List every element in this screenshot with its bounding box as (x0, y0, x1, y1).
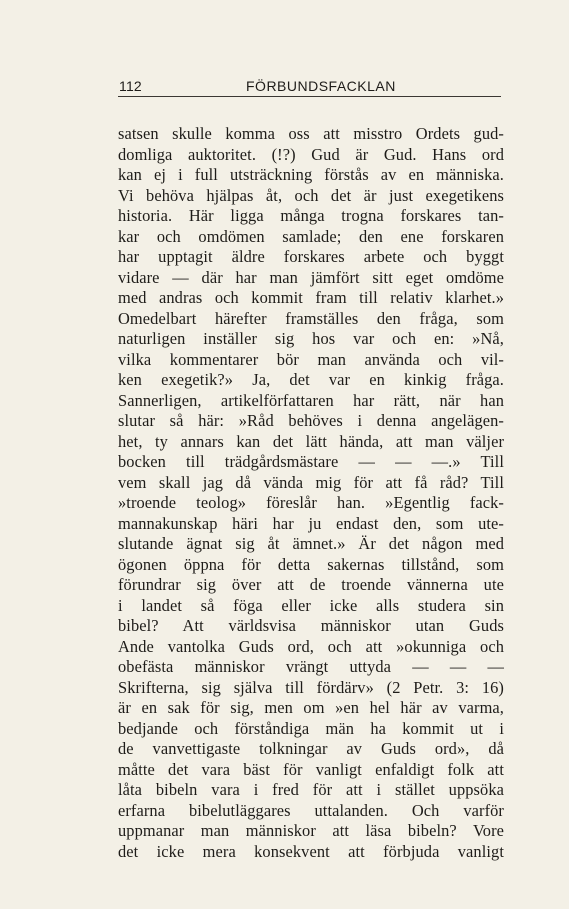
text-line: vem skall jag då vända mig för att få råd? Till (118, 472, 504, 492)
text-line: i landet så föga eller icke alls studera sin (118, 595, 504, 615)
text-line: mannakunskap häri har ju endast den, som ute- (118, 513, 504, 533)
text-line: slutande ägnat sig åt ämnet.» Är det någon med (118, 534, 504, 553)
text-line: obefästa människor vrängt uttyda — — — (118, 657, 504, 676)
text-line: det icke mera konsekvent att förbjuda vanligt (118, 841, 504, 861)
text-line: bibel? Att världsvisa människor utan Guds (118, 616, 504, 635)
text-line: kan ej i full utsträckning förstås av en människa. (118, 165, 504, 184)
text-line: Vi behöva hjälpas åt, och det är just exegetikens (118, 185, 504, 205)
text-line: het, ty annars kan det lätt hända, att man väljer (118, 431, 504, 451)
text-line: erfarna bibelutläggares uttalanden. Och varför (118, 800, 504, 820)
page-number: 112 (119, 78, 142, 94)
body-text (118, 124, 504, 862)
text-line: satsen skulle komma oss att misstro Ordets gud- (118, 124, 504, 143)
text-line: med andras och kommit fram till relativ klarhet.» (118, 288, 504, 307)
text-line: kar och omdömen samlade; den ene forskaren (118, 226, 504, 246)
text-line: »troende teolog» föreslår han. »Egentlig fack- (118, 493, 504, 512)
text-line: Sannerligen, artikelförfattaren har rätt, när han (118, 390, 504, 410)
text-line: har upptagit äldre forskares arbete och byggt (118, 247, 504, 266)
text-line: domliga auktoritet. (!?) Gud är Gud. Hans ord (118, 144, 504, 164)
text-line: Omedelbart härefter framställes den fråga, som (118, 308, 504, 328)
running-title: FÖRBUNDSFACKLAN (246, 78, 396, 94)
text-line: Ande vantolka Guds ord, och att »okunniga och (118, 636, 504, 656)
text-line: ögonen öppna för detta sakernas tillstånd, som (118, 554, 504, 574)
text-line: vidare — där har man jämfört sitt eget omdöme (118, 267, 504, 287)
text-line: slutar så här: »Råd behöves i denna angelägen- (118, 411, 504, 430)
text-line: ken exegetik?» Ja, det var en kinkig fråga. (118, 370, 504, 389)
text-line: de vanvettigaste tolkningar av Guds ord», då (118, 739, 504, 758)
text-line: måtte det vara bäst för vanligt enfaldigt folk att (118, 759, 504, 779)
text-line: bedjande och förståndiga män ha kommit ut i (118, 718, 504, 738)
text-line: vilka kommentarer bör man använda och vil- (118, 349, 504, 369)
text-line: låta bibeln vara i fred för att i stället uppsöka (118, 780, 504, 799)
text-line: naturligen inställer sig hos var och en: »Nå, (118, 329, 504, 348)
text-line: uppmanar man människor att läsa bibeln? Vore (118, 821, 504, 840)
text-line: Skrifterna, sig själva till fördärv» (2 Petr. 3: 16) (118, 677, 504, 697)
text-line: historia. Här ligga många trogna forskares tan- (118, 206, 504, 225)
text-line: bocken till trädgårdsmästare — — —.» Till (118, 452, 504, 471)
text-line: är en sak för sig, men om »en hel här av varma, (118, 698, 504, 717)
page-header (118, 76, 501, 97)
text-line: förundrar sig över att de troende vännerna ute (118, 575, 504, 594)
